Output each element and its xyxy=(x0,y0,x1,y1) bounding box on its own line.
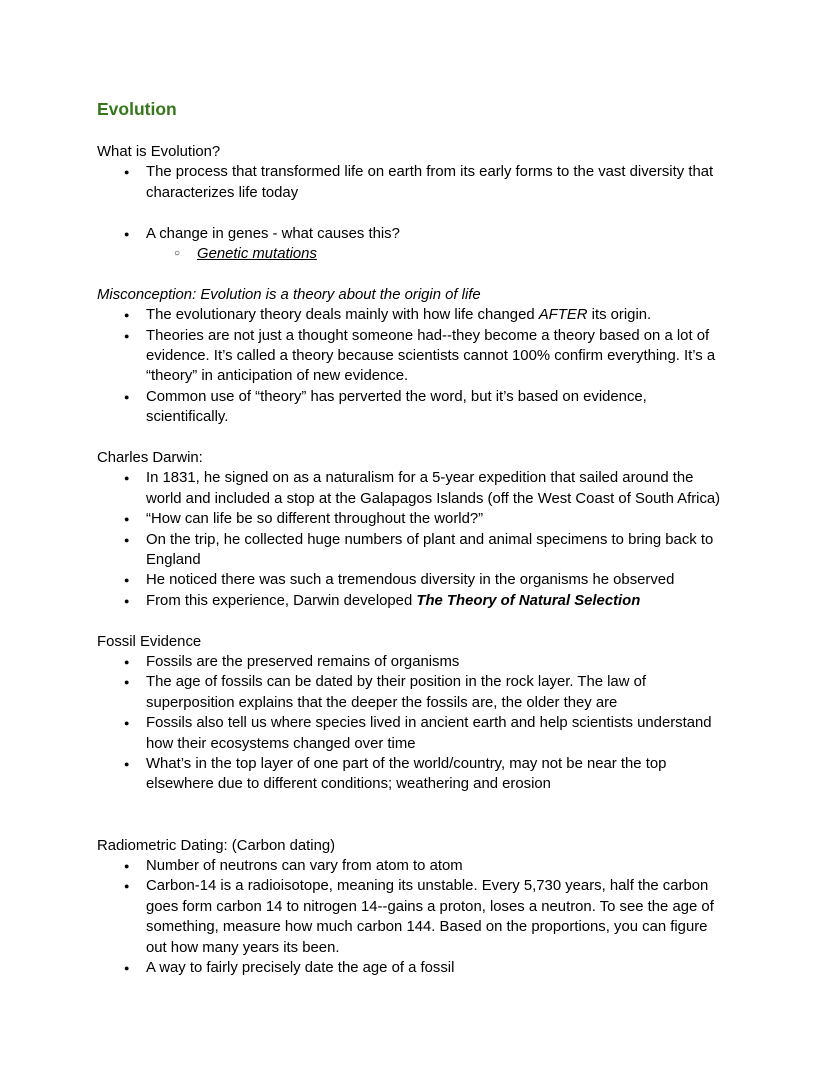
disc-bullet-icon: ● xyxy=(124,677,130,688)
disc-bullet-icon: ● xyxy=(124,861,130,872)
blank-line xyxy=(97,795,729,815)
text-run: Fossil Evidence xyxy=(97,633,202,650)
section-heading xyxy=(97,285,729,305)
disc-bullet-icon: ● xyxy=(124,595,130,606)
disc-bullet-icon: ● xyxy=(124,514,130,525)
text-run: Evolution xyxy=(97,99,177,119)
document-title xyxy=(97,97,729,122)
bullet-item xyxy=(97,876,729,958)
text-run: The Theory of Natural Selection xyxy=(416,592,641,609)
bullet-item xyxy=(97,468,729,509)
bullet-item xyxy=(97,244,729,264)
blank-line xyxy=(97,122,729,142)
blank-line xyxy=(97,611,729,631)
text-run: He noticed there was such a tremendous diversity in the organisms he observed xyxy=(146,572,675,589)
bullet-item xyxy=(97,530,729,571)
text-run: On the trip, he collected huge numbers of plant and animal specimens to bring back to England xyxy=(146,531,714,568)
text-run: Fossils also tell us where species lived in ancient earth and help scientists understand how their ecosystems changed over time xyxy=(146,715,712,752)
bullet-item xyxy=(97,570,729,590)
text-run: Common use of “theory” has perverted the word, but it’s based on evidence, scientifically. xyxy=(146,388,647,426)
text-run: What is Evolution? xyxy=(97,143,221,160)
text-run: “How can life be so different throughout the world?” xyxy=(146,511,484,528)
disc-bullet-icon: ● xyxy=(124,656,130,667)
text-run: The age of fossils can be dated by their position in the rock layer. The law of superposition explains that the deeper the fossils are, the older they are xyxy=(146,674,646,711)
disc-bullet-icon: ● xyxy=(124,963,130,974)
bullet-item xyxy=(97,387,729,428)
text-run: Misconception: Evolution is a theory about the origin of life xyxy=(97,286,481,303)
text-run: A change in genes - what causes this? xyxy=(146,225,400,242)
disc-bullet-icon: ● xyxy=(124,473,130,484)
document-body xyxy=(97,97,729,978)
disc-bullet-icon: ● xyxy=(124,759,130,770)
blank-line xyxy=(97,264,729,284)
bullet-item xyxy=(97,652,729,672)
text-run: Fossils are the preserved remains of organisms xyxy=(146,653,460,670)
disc-bullet-icon: ● xyxy=(124,228,130,239)
disc-bullet-icon: ● xyxy=(124,534,130,545)
bullet-item xyxy=(97,224,729,244)
section-heading xyxy=(97,632,729,652)
disc-bullet-icon: ● xyxy=(124,575,130,586)
disc-bullet-icon: ● xyxy=(124,330,130,341)
bullet-item xyxy=(97,713,729,754)
bullet-item xyxy=(97,326,729,387)
text-run: A way to fairly precisely date the age of a fossil xyxy=(146,960,455,977)
bullet-item xyxy=(97,958,729,978)
text-run: Genetic mutations xyxy=(197,245,317,262)
text-run: From this experience, Darwin developed xyxy=(146,592,417,609)
blank-line xyxy=(97,203,729,223)
disc-bullet-icon: ● xyxy=(124,718,130,729)
bullet-item xyxy=(97,305,729,325)
blank-line xyxy=(97,428,729,448)
blank-line xyxy=(97,815,729,835)
text-run: What’s in the top layer of one part of the world/country, may not be near the top elsewhere due to different conditions; weathering and erosion xyxy=(146,756,667,793)
section-heading xyxy=(97,142,729,162)
section-heading xyxy=(97,448,729,468)
disc-bullet-icon: ● xyxy=(124,391,130,402)
text-run: its origin. xyxy=(587,307,652,324)
disc-bullet-icon: ● xyxy=(124,881,130,892)
text-run: In 1831, he signed on as a naturalism for a 5-year expedition that sailed around the world and included a stop at the Galapagos Islands (off the West Coast of South Africa) xyxy=(146,470,721,507)
bullet-item xyxy=(97,591,729,611)
text-run: AFTER xyxy=(538,307,588,324)
circle-bullet-icon: ○ xyxy=(174,247,181,259)
bullet-item xyxy=(97,162,729,203)
text-run: Carbon-14 is a radioisotope, meaning its unstable. Every 5,730 years, half the carbon goes form carbon 14 to nitrogen 14--gains a proton, loses a neutron. To see the age of something, measure how much carbon 144. Based on the proportions, you can figure out how many years its been. xyxy=(146,878,714,956)
text-run: The evolutionary theory deals mainly with how life changed xyxy=(146,307,539,324)
text-run: Charles Darwin: xyxy=(97,449,203,466)
disc-bullet-icon: ● xyxy=(124,310,130,321)
text-run: Theories are not just a thought someone had--they become a theory based on a lot of evidence. It’s called a theory because scientists cannot 100% confirm everything. It’s a “theory” in anticipation of new evidence. xyxy=(146,327,716,385)
bullet-item xyxy=(97,672,729,713)
text-run: Radiometric Dating: (Carbon dating) xyxy=(97,837,336,854)
bullet-item xyxy=(97,509,729,529)
section-heading xyxy=(97,836,729,856)
disc-bullet-icon: ● xyxy=(124,167,130,178)
text-run: The process that transformed life on earth from its early forms to the vast diversity that characterizes life today xyxy=(146,164,714,201)
text-run: Number of neutrons can vary from atom to atom xyxy=(146,858,463,875)
bullet-item xyxy=(97,754,729,795)
bullet-item xyxy=(97,856,729,876)
